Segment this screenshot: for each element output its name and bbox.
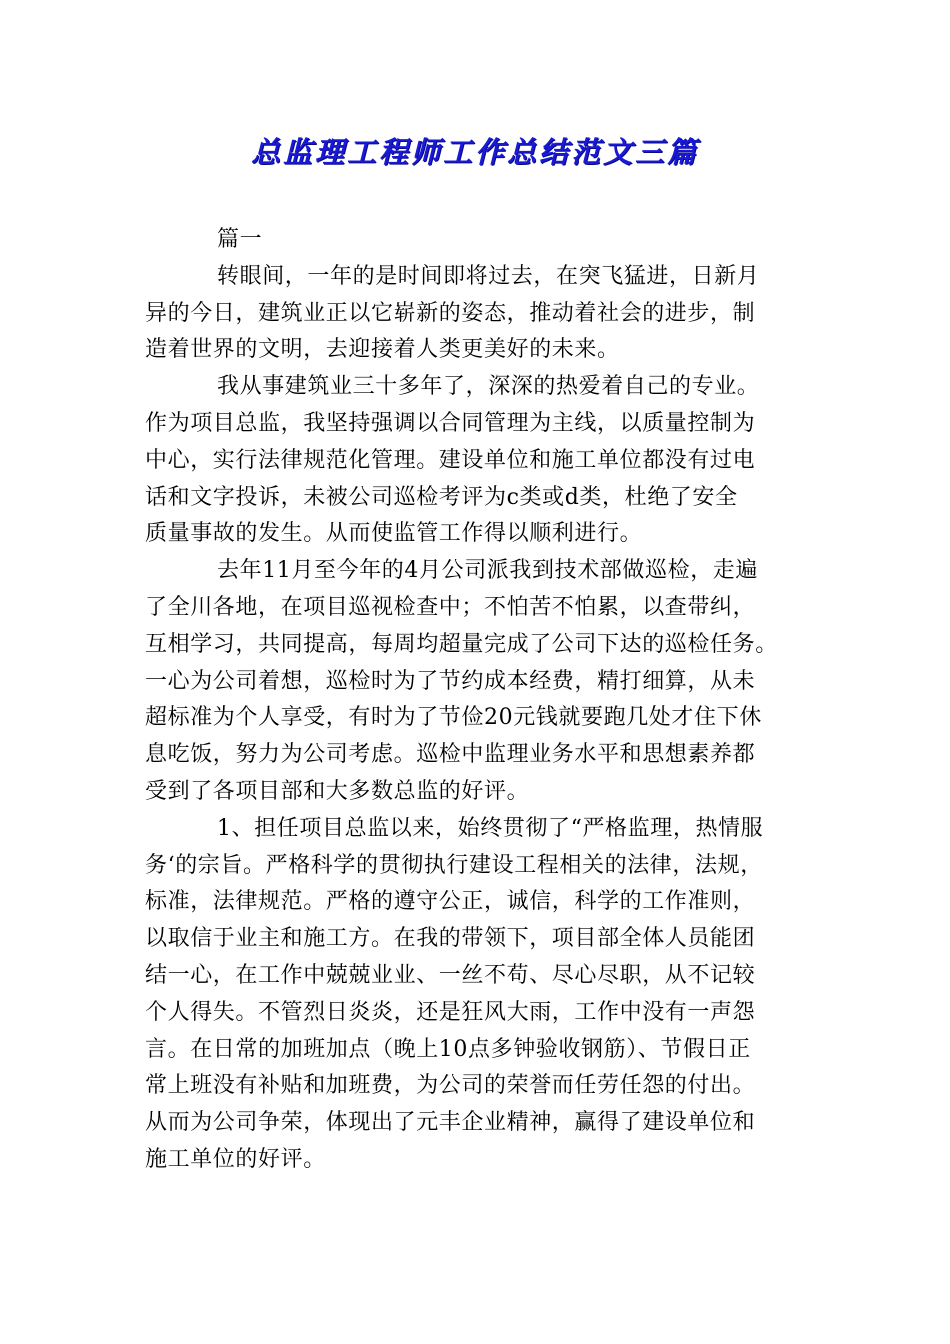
paragraph-line: 互相学习，共同提高，每周均超量完成了公司下达的巡检任务。	[145, 631, 778, 657]
paragraph-line: 从而为公司争荣，体现出了元丰企业精神，赢得了建设单位和	[145, 1110, 756, 1136]
document-body	[145, 222, 805, 1179]
paragraph-line: 一心为公司着想，巡检时为了节约成本经费，精打细算，从未	[145, 668, 756, 694]
paragraph-line: 质量事故的发生。从而使监管工作得以顺利进行。	[145, 521, 643, 547]
paragraph-first-line: 去年11月至今年的4月公司派我到技术部做巡检，走遍	[217, 558, 758, 584]
paragraph-line: 以取信于业主和施工方。在我的带领下，项目部全体人员能团	[145, 926, 756, 952]
paragraph-line: 话和文字投诉，未被公司巡检考评为c类或d类，杜绝了安全	[145, 484, 738, 510]
paragraph-line: 结一心，在工作中兢兢业业、一丝不苟、尽心尽职，从不记较	[145, 962, 756, 988]
document-title: 总监理工程师工作总结范文三篇	[250, 135, 699, 169]
paragraph-first-line: 1、担任项目总监以来，始终贯彻了“严格监理，热情服	[217, 815, 764, 841]
paragraph-line: 了全川各地，在项目巡视检查中；不怕苦不怕累，以查带纠，	[145, 594, 756, 620]
paragraph-line: 标准，法律规范。严格的遵守公正，诚信，科学的工作准则，	[145, 889, 756, 915]
paragraph-line: 常上班没有补贴和加班费，为公司的荣誉而任劳任怨的付出。	[145, 1073, 756, 1099]
paragraph-line: 作为项目总监，我坚持强调以合同管理为主线，以质量控制为	[145, 410, 756, 436]
paragraph-line: 超标准为个人享受，有时为了节俭20元钱就要跑几处才住下休	[145, 705, 762, 731]
paragraph-line: 施工单位的好评。	[145, 1146, 326, 1172]
paragraph-line: 异的今日，建筑业正以它崭新的姿态，推动着社会的进步，制	[145, 300, 756, 326]
paragraph-line: 个人得失。不管烈日炎炎，还是狂风大雨，工作中没有一声怨	[145, 999, 756, 1025]
paragraph-first-line: 转眼间，一年的是时间即将过去，在突飞猛进，日新月	[217, 263, 760, 289]
paragraph-line: 务‘的宗旨。严格科学的贯彻执行建设工程相关的法律，法规，	[145, 852, 763, 878]
paragraph-line: 言。在日常的加班加点（晚上10点多钟验收钢筋）、节假日正	[145, 1036, 751, 1062]
paragraph-first-line: 篇一	[217, 227, 263, 252]
paragraph-line: 息吃饭，努力为公司考虑。巡检中监理业务水平和思想素养都	[145, 742, 756, 768]
paragraph-first-line: 我从事建筑业三十多年了，深深的热爱着自己的专业。	[217, 374, 760, 400]
paragraph-line: 造着世界的文明，去迎接着人类更美好的未来。	[145, 337, 620, 363]
paragraph-line: 受到了各项目部和大多数总监的好评。	[145, 778, 530, 804]
paragraph-line: 中心，实行法律规范化管理。建设单位和施工单位都没有过电	[145, 447, 756, 473]
